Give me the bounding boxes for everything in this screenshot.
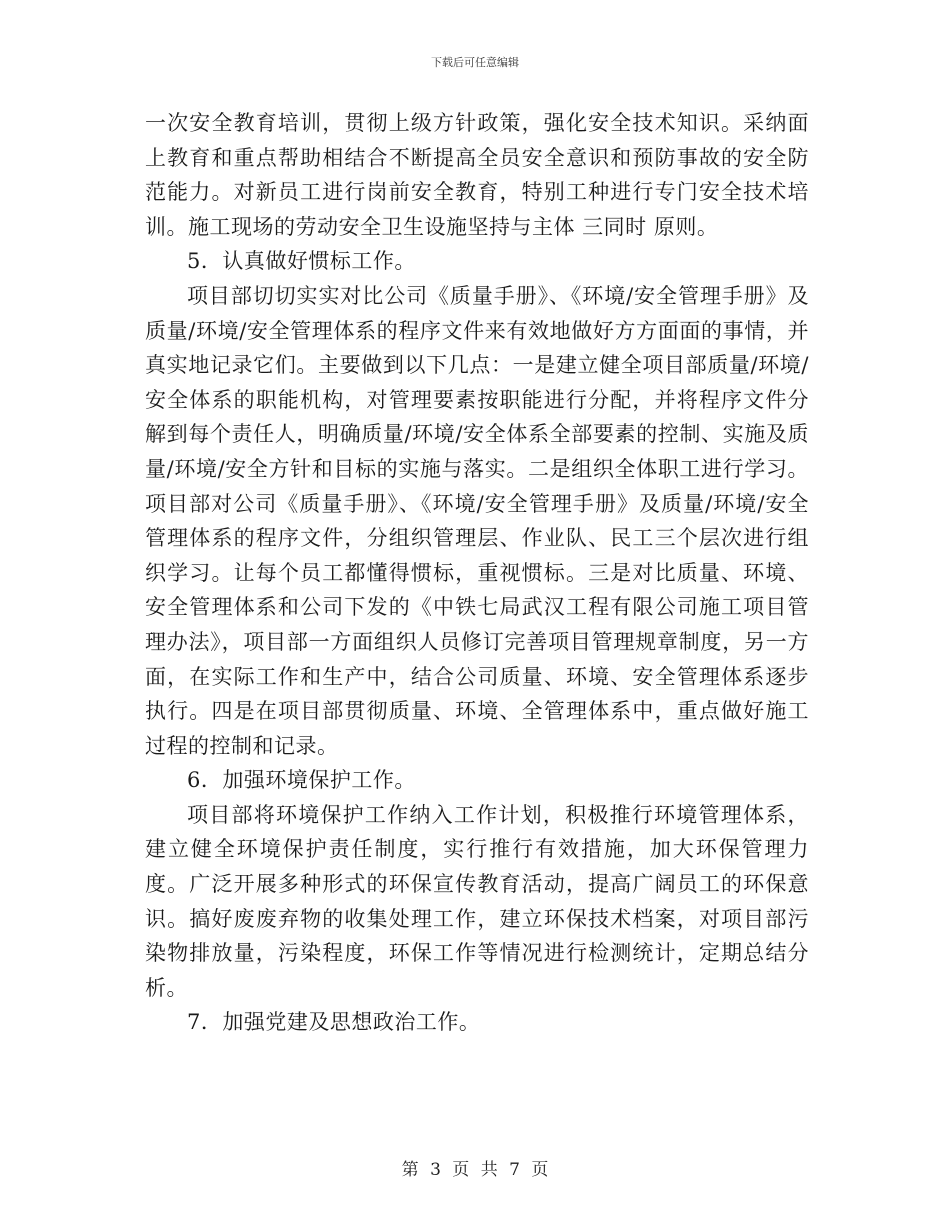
paragraph-standards: 项目部切切实实对比公司《质量手册》、《环境/安全管理手册》及质量/环境/安全管理体系的程序文件来有效地做好方方面面的事情，并真实地记录它们。主要做到以下几点：一是建立健全项目部质量/环境/安全体系的职能机构，对管理要素按职能进行分配，并将程序文件分解到每个责任人，明确质量/环境/安全体系全部要素的控制、实施及质量/环境/安全方针和目标的实施与落实。二是组织全体职工进行学习。项目部对公司《质量手册》、《环境/安全管理手册》及质量/环境/安全管理体系的程序文件，分组织管理层、作业队、民工三个层次进行组织学习。让每个员工都懂得惯标，重视惯标。三是对比质量、环境、安全管理体系和公司下发的《中铁七局武汉工程有限公司施工项目管理办法》，项目部一方面组织人员修订完善项目管理规章制度，另一方面，在实际工作和生产中，结合公司质量、环境、安全管理体系逐步执行。四是在项目部贯彻质量、环境、全管理体系中，重点做好施工过程的控制和记录。	[145, 283, 809, 758]
section-heading-5: 5．认真做好惯标工作。	[187, 249, 416, 274]
section-heading-6: 6．加强环境保护工作。	[187, 768, 416, 793]
page-number: 第 3 页 共 7 页	[401, 1160, 549, 1180]
page-header: 下载后可任意编辑	[431, 56, 519, 69]
document-body	[145, 106, 809, 1040]
paragraph-environment: 项目部将环境保护工作纳入工作计划，积极推行环境管理体系，建立健全环境保护责任制度，实行推行有效措施，加大环保管理力度。广泛开展多种形式的环保宣传教育活动，提高广阔员工的环保意识。搞好废废弃物的收集处理工作，建立环保技术档案，对项目部污染物排放量，污染程度，环保工作等情况进行检测统计，定期总结分析。	[145, 802, 809, 1000]
section-heading-7: 7．加强党建及思想政治工作。	[187, 1010, 481, 1035]
paragraph-continuation: 一次安全教育培训，贯彻上级方针政策，强化安全技术知识。采纳面上教育和重点帮助相结合不断提高全员安全意识和预防事故的安全防范能力。对新员工进行岗前安全教育，特别工种进行专门安全技术培训。施工现场的劳动安全卫生设施坚持与主体 三同时 原则。	[145, 111, 809, 239]
